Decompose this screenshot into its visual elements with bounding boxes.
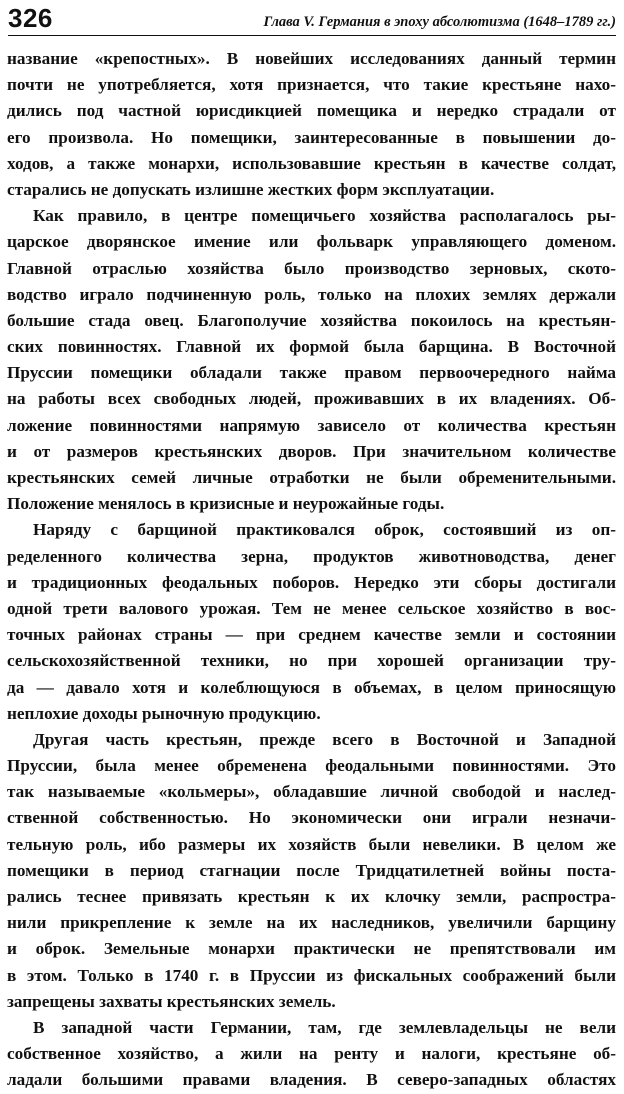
text-line: название «крепостных». В новейших исследованиях данный термин: [7, 49, 616, 68]
text-line: одной трети валового урожая. Тем не менее сельское хозяйство в вос-: [7, 598, 616, 618]
text-line: ственной собственностью. Но экономически они играли незначи-: [7, 808, 616, 828]
text-line: крестьянских семей личные отработки не были обременительными.: [7, 468, 616, 487]
text-line: так называемые «кольмеры», обладавшие личной свободой и наслед-: [7, 782, 616, 802]
text-line: в этом. Только в 1740 г. в Пруссии из фискальных соображений были: [7, 965, 616, 985]
paragraph: [7, 46, 616, 203]
text-line: Положение менялось в кризисные и неурожайные годы.: [7, 494, 445, 514]
text-line: водство играло подчиненную роль, только на плохих землях держали: [7, 284, 616, 304]
text-line: ходов, а также монархи, использовавшие крестьян в качестве солдат,: [7, 153, 616, 173]
text-line: и традиционных феодальных поборов. Нередко эти сборы достигали: [7, 572, 616, 592]
text-line: на работы всех свободных людей, проживавших в их владениях. Об-: [7, 389, 616, 409]
text-line: точных районах страны — при среднем качестве земли и состоянии: [7, 625, 616, 645]
text-line: Пруссии, была менее обременена феодальными повинностями. Это: [7, 756, 616, 776]
text-line: запрещены захваты крестьянских земель.: [7, 991, 336, 1011]
body-text: [7, 46, 616, 1094]
text-line: ложение повинностями напрямую зависело от количества крестьян: [7, 415, 616, 435]
text-line: Пруссии помещики обладали также правом первоочередного найма: [7, 363, 616, 383]
text-line: Наряду с барщиной практиковался оброк, состоявший из оп-: [33, 520, 616, 540]
running-header: [8, 4, 616, 36]
text-line: неплохие доходы рыночную продукцию.: [7, 703, 321, 723]
text-line: старались не допускать излишне жестких форм эксплуатации.: [7, 179, 495, 199]
text-line: В западной части Германии, там, где землевладельцы не вели: [33, 1017, 616, 1037]
text-line: собственное хозяйство, а жили на ренту и налоги, крестьяне об-: [7, 1044, 616, 1064]
text-line: царское дворянское имение или фольварк управляющего доменом.: [7, 232, 616, 252]
text-line: сельскохозяйственной техники, но при хорошей организации тру-: [7, 651, 616, 671]
page-number: 326: [8, 3, 53, 33]
paragraph: [7, 1015, 616, 1094]
paragraph: [7, 727, 616, 1015]
text-line: Как правило, в центре помещичьего хозяйства располагалось ры-: [33, 206, 616, 226]
text-line: дились под частной юрисдикцией помещика и нередко страдали от: [7, 101, 616, 121]
text-line: тельную роль, ибо размеры их хозяйств были невелики. В целом же: [7, 834, 616, 854]
text-line: помещики в период стагнации после Тридцатилетней войны поста-: [7, 860, 616, 880]
paragraph: [7, 517, 616, 727]
text-line: да — давало хотя и колеблющуюся в объемах, в целом приносящую: [7, 677, 616, 697]
text-line: Главной отраслью хозяйства было производство зерновых, ското-: [7, 258, 616, 278]
text-line: его произвола. Но помещики, заинтересованные в повышении до-: [7, 127, 616, 147]
text-line: рались теснее привязать крестьян к их клочку земли, распростра-: [7, 887, 616, 906]
chapter-title: Глава V. Германия в эпоху абсолютизма (1648–1789 гг.): [263, 14, 616, 30]
text-line: большие стада овец. Благополучие хозяйства покоилось на крестьян-: [7, 310, 616, 330]
text-line: и оброк. Земельные монархи практически не препятствовали им: [7, 939, 616, 959]
text-line: ских повинностях. Главной их формой была барщина. В Восточной: [7, 337, 616, 357]
text-line: ладали большими правами владения. В северо-западных областях: [7, 1070, 616, 1090]
text-line: Другая часть крестьян, прежде всего в Восточной и Западной: [33, 729, 616, 749]
text-line: и от размеров крестьянских дворов. При значительном количестве: [7, 441, 616, 461]
text-line: нили прикрепление к земле на их наследников, увеличили барщину: [7, 913, 616, 933]
text-line: почти не употребляется, хотя признается, что такие крестьяне нахо-: [7, 75, 616, 95]
text-line: ределенного количества зерна, продуктов животноводства, денег: [7, 546, 616, 566]
paragraph: [7, 203, 616, 517]
